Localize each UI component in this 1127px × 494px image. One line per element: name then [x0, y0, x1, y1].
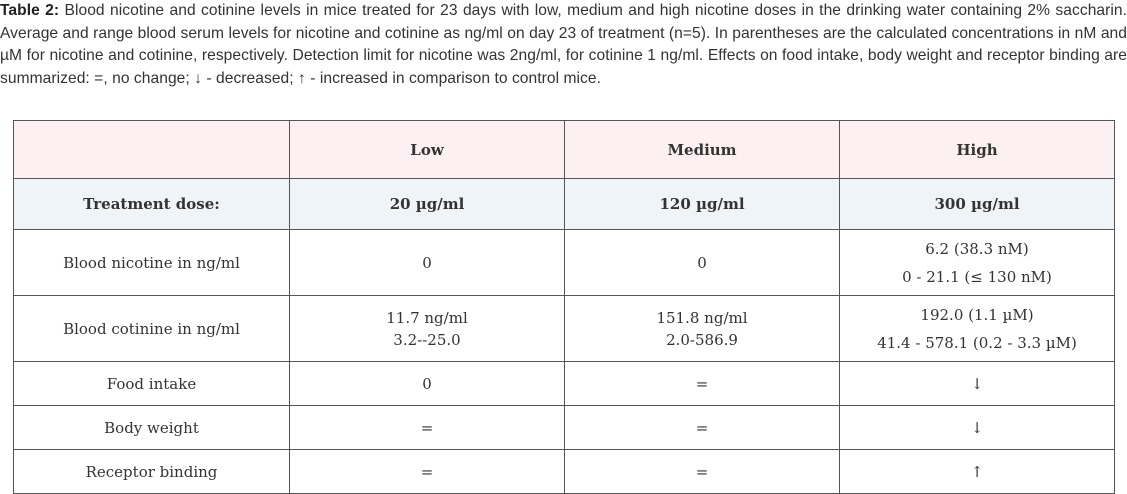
table-row-receptor-binding: [14, 450, 1115, 494]
cotinine-medium-range: 2.0-586.9: [666, 330, 738, 349]
cotinine-low-mean: 11.7 ng/ml: [386, 308, 468, 327]
row-label: Treatment dose:: [14, 179, 290, 230]
header-row: [14, 121, 1115, 179]
cell-receptor-low: =: [290, 450, 565, 494]
row-label: Receptor binding: [14, 450, 290, 494]
cell-cotinine-high: [840, 296, 1115, 362]
cell-cotinine-medium: [565, 296, 840, 362]
caption-text: Blood nicotine and cotinine levels in mice treated for 23 days with low, medium and high nicotine doses in the drinking water containing 2% saccharin. Average and range blood serum levels for nicotine and cotinine as ng/ml on day 23 of treatment (n=5). In parentheses are the calculated concentrations in nM and µM for nicotine and cotinine, respectively. Detection limit for nicotine was 2ng/ml, for cotinine 1 ng/ml. Effects on food intake, body weight and receptor binding are summarized: =, no change; ↓ - decreased; ↑ - increased in comparison to control mice.: [0, 2, 1127, 87]
header-cell-high: High: [840, 121, 1115, 179]
cell-dose-medium: 120 µg/ml: [565, 179, 840, 230]
cell-receptor-high: ↑: [840, 450, 1115, 494]
table-row-body-weight: [14, 406, 1115, 450]
header-cell-low: Low: [290, 121, 565, 179]
cotinine-low-range: 3.2--25.0: [393, 330, 461, 349]
header-cell-medium: Medium: [565, 121, 840, 179]
cell-dose-high: 300 µg/ml: [840, 179, 1115, 230]
table-row-cotinine: [14, 296, 1115, 362]
cotinine-high-mean: 192.0 (1.1 µM): [920, 305, 1034, 324]
results-table: [13, 120, 1115, 494]
cell-nicotine-low: 0: [290, 230, 565, 296]
cell-body-low: =: [290, 406, 565, 450]
cell-food-low: 0: [290, 362, 565, 406]
row-label: Food intake: [14, 362, 290, 406]
table-row-nicotine: [14, 230, 1115, 296]
cotinine-medium-mean: 151.8 ng/ml: [656, 308, 748, 327]
caption-label: Table 2:: [0, 2, 60, 19]
row-label: Blood cotinine in ng/ml: [14, 296, 290, 362]
cotinine-high-range: 41.4 - 578.1 (0.2 - 3.3 µM): [877, 333, 1077, 352]
cell-cotinine-low: [290, 296, 565, 362]
header-cell-empty: [14, 121, 290, 179]
cell-receptor-medium: =: [565, 450, 840, 494]
table-row-food-intake: [14, 362, 1115, 406]
cell-food-medium: =: [565, 362, 840, 406]
row-label: Blood nicotine in ng/ml: [14, 230, 290, 296]
cell-nicotine-high: [840, 230, 1115, 296]
table-row-dose: [14, 179, 1115, 230]
cell-dose-low: 20 µg/ml: [290, 179, 565, 230]
table-caption: [0, 0, 1127, 90]
cell-nicotine-medium: 0: [565, 230, 840, 296]
nicotine-high-mean: 6.2 (38.3 nM): [925, 239, 1029, 258]
cell-body-high: ↓: [840, 406, 1115, 450]
nicotine-high-range: 0 - 21.1 (≤ 130 nM): [902, 267, 1052, 286]
cell-food-high: ↓: [840, 362, 1115, 406]
cell-body-medium: =: [565, 406, 840, 450]
row-label: Body weight: [14, 406, 290, 450]
